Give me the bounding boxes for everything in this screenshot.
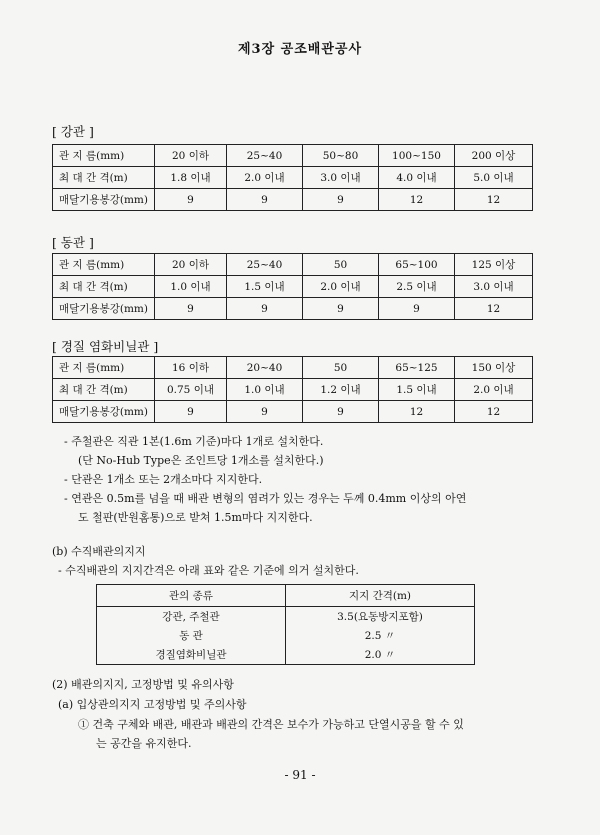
table-cell: 9	[155, 298, 227, 320]
table-cell: 25~40	[227, 254, 303, 276]
section-label-pvc: [ 경질 염화비닐관 ]	[52, 339, 159, 354]
row-header: 매달기용봉강(mm)	[53, 401, 155, 423]
note-line: 도 철판(반원홈통)으로 받쳐 1.5m마다 지지한다.	[78, 511, 313, 524]
table-cell: 16 이하	[155, 357, 227, 379]
table-cell: 0.75 이내	[155, 379, 227, 401]
table-row	[97, 645, 475, 665]
table-cell: 1.8 이내	[155, 167, 227, 189]
table-cell: 9	[303, 189, 379, 211]
table-cell: 2.0 이내	[455, 379, 533, 401]
table-cell: 200 이상	[455, 145, 533, 167]
row-header: 관 지 름(mm)	[53, 254, 155, 276]
table-cell: 5.0 이내	[455, 167, 533, 189]
table-cell: 9	[303, 401, 379, 423]
table-cell: 12	[455, 189, 533, 211]
table-cell: 경질염화비닐관	[97, 645, 286, 665]
table-cell: 2.5 이내	[379, 276, 455, 298]
table-row	[53, 167, 533, 189]
table-cell: 1.2 이내	[303, 379, 379, 401]
table-cell: 50~80	[303, 145, 379, 167]
table-cell: 20 이하	[155, 145, 227, 167]
table-cell: 12	[455, 298, 533, 320]
table-cell: 1.5 이내	[227, 276, 303, 298]
table-cell: 65~100	[379, 254, 455, 276]
table-cell: 1.0 이내	[227, 379, 303, 401]
steel-pipe-table	[52, 144, 533, 211]
table-cell: 100~150	[379, 145, 455, 167]
vertical-description: - 수직배관의 지지간격은 아래 표와 같은 기준에 의거 설치한다.	[58, 564, 359, 577]
table-row	[97, 626, 475, 645]
table-cell: 동 관	[97, 626, 286, 645]
section-label-steel: [ 강관 ]	[52, 124, 94, 139]
table-cell: 150 이상	[455, 357, 533, 379]
table-row	[53, 357, 533, 379]
section2-item-continued: 는 공간을 유지한다.	[96, 737, 192, 750]
table-cell: 12	[379, 189, 455, 211]
table-cell: 20 이하	[155, 254, 227, 276]
note-line: - 단관은 1개소 또는 2개소마다 지지한다.	[64, 473, 263, 486]
table-cell: 9	[155, 189, 227, 211]
row-header: 매달기용봉강(mm)	[53, 189, 155, 211]
table-cell: 1.0 이내	[155, 276, 227, 298]
table-cell: 125 이상	[455, 254, 533, 276]
table-cell: 25~40	[227, 145, 303, 167]
table-cell: 4.0 이내	[379, 167, 455, 189]
vertical-support-table	[96, 584, 475, 665]
table-cell: 3.0 이내	[303, 167, 379, 189]
table-cell: 강관, 주철관	[97, 607, 286, 627]
table-cell: 2.0 이내	[303, 276, 379, 298]
table-row	[53, 145, 533, 167]
table-cell: 2.0 〃	[286, 645, 475, 665]
table-cell: 2.0 이내	[227, 167, 303, 189]
table-row	[53, 254, 533, 276]
table-cell: 50	[303, 254, 379, 276]
table-row	[53, 401, 533, 423]
section2-subheading: (a) 입상관의지지 고정방법 및 주의사항	[58, 698, 247, 711]
note-line: - 연관은 0.5m를 넘을 때 배관 변형의 염려가 있는 경우는 두께 0.4mm 이상의 아연	[64, 492, 467, 505]
table-cell: 9	[227, 401, 303, 423]
copper-pipe-table	[52, 253, 533, 320]
table-cell: 1.5 이내	[379, 379, 455, 401]
row-header: 최 대 간 격(m)	[53, 276, 155, 298]
vertical-heading: (b) 수직배관의지지	[52, 545, 146, 558]
table-cell: 9	[379, 298, 455, 320]
table-row	[97, 607, 475, 627]
note-line: (단 No-Hub Type은 조인트당 1개소를 설치한다.)	[78, 454, 324, 467]
pvc-pipe-table	[52, 356, 533, 423]
table-cell: 9	[155, 401, 227, 423]
page-number: - 91 -	[284, 768, 316, 782]
table-cell: 3.0 이내	[455, 276, 533, 298]
table-row	[53, 379, 533, 401]
table-cell: 2.5 〃	[286, 626, 475, 645]
table-cell: 50	[303, 357, 379, 379]
column-header: 관의 종류	[97, 585, 286, 607]
page-title: 제3장 공조배관공사	[237, 42, 363, 57]
table-row	[53, 298, 533, 320]
table-cell: 9	[227, 189, 303, 211]
table-cell: 9	[303, 298, 379, 320]
table-cell: 65~125	[379, 357, 455, 379]
table-row	[53, 189, 533, 211]
row-header: 매달기용봉강(mm)	[53, 298, 155, 320]
table-cell: 20~40	[227, 357, 303, 379]
note-line: - 주철관은 직관 1본(1.6m 기준)마다 1개로 설치한다.	[64, 435, 324, 448]
table-row	[53, 276, 533, 298]
row-header: 최 대 간 격(m)	[53, 167, 155, 189]
column-header: 지지 간격(m)	[286, 585, 475, 607]
section2-heading: (2) 배관의지지, 고정방법 및 유의사항	[52, 678, 234, 691]
table-cell: 12	[379, 401, 455, 423]
table-cell: 12	[455, 401, 533, 423]
table-cell: 3.5(요동방지포함)	[286, 607, 475, 627]
section2-item: ① 건축 구체와 배관, 배관과 배관의 간격은 보수가 가능하고 단열시공을 할 수 있	[78, 718, 464, 731]
row-header: 관 지 름(mm)	[53, 357, 155, 379]
row-header: 관 지 름(mm)	[53, 145, 155, 167]
table-cell: 9	[227, 298, 303, 320]
table-header-row	[97, 585, 475, 607]
row-header: 최 대 간 격(m)	[53, 379, 155, 401]
section-label-copper: [ 동관 ]	[52, 235, 94, 250]
